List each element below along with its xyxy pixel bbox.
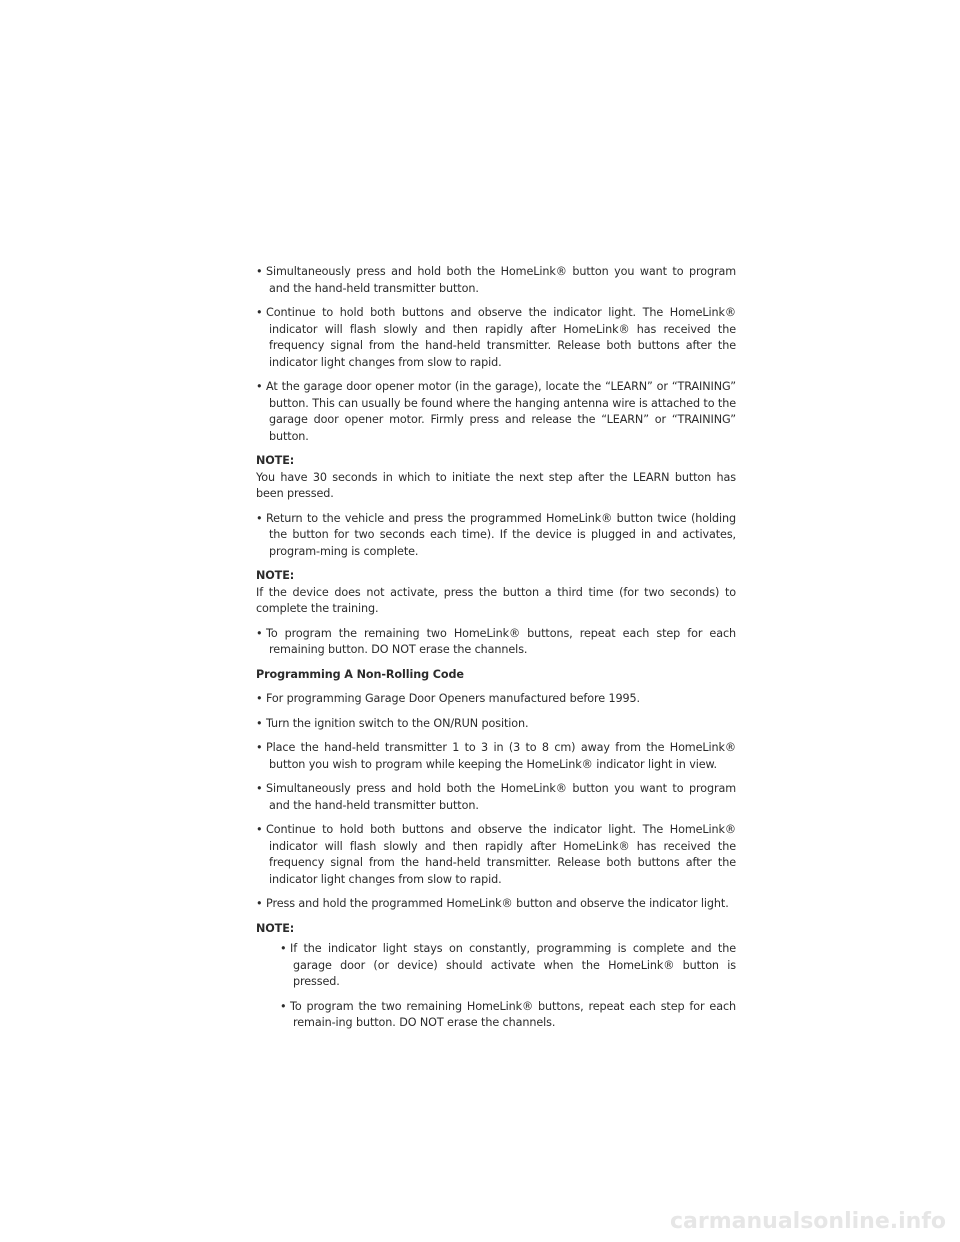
note-30-seconds [256, 453, 736, 503]
bullet-glyph: • [256, 897, 263, 910]
paragraph-text: For programming Garage Door Openers manufactured before 1995. [266, 692, 641, 705]
bullet-glyph: • [256, 380, 263, 393]
note-label: NOTE: [256, 454, 295, 467]
paragraph-text: Return to the vehicle and press the programmed HomeLink® button twice (holding the button for two seconds each time). If the device is plugged in and activates, program-ming is complete. [266, 511, 736, 558]
site-watermark: carmanualsonline.info [670, 1209, 946, 1234]
paragraph-text: To program the remaining two HomeLink® buttons, repeat each step for each remaining button. DO NOT erase the channels. [266, 626, 736, 656]
bullet-glyph: • [256, 716, 263, 730]
paragraph-text: Place the hand-held transmitter 1 to 3 in (3 to 8 cm) away from the HomeLink® button you wish to program while keeping the HomeLink® indicator light in view. [266, 741, 736, 771]
step-continue-hold-2 [256, 822, 736, 888]
paragraph-text: Continue to hold both buttons and observe the indicator light. The HomeLink® indicator will flash slowly and then rapidly after HomeLink® has received the frequency signal from the hand-held transmitter. Release both buttons after the indicator light changes from slow to rapid. [266, 306, 736, 369]
paragraph-text: Simultaneously press and hold both the HomeLink® button you want to program and the hand-held transmitter button. [266, 265, 736, 295]
bullet-glyph: • [256, 741, 263, 754]
paragraph-text: Simultaneously press and hold both the HomeLink® button you want to program and the hand-held transmitter button. [266, 782, 736, 812]
step-program-remaining [256, 626, 736, 659]
paragraph-text: At the garage door opener motor (in the garage), locate the “LEARN” or “TRAINING” button. This can usually be found where the hanging antenna wire is attached to the garage door opener motor. Firmly press and release the “LEARN” or “TRAINING” button. [266, 380, 736, 443]
section-heading: Programming A Non-Rolling Code [256, 667, 464, 681]
note-text: You have 30 seconds in which to initiate the next step after the LEARN button has been pressed. [256, 470, 736, 500]
step-press-hold-both [256, 264, 736, 297]
step-press-programmed [256, 896, 736, 913]
note-text: If the device does not activate, press the button a third time (for two seconds) to complete the training. [256, 585, 736, 615]
bullet-glyph: • [280, 999, 287, 1013]
paragraph-text: Continue to hold both buttons and observe the indicator light. The HomeLink® indicator will flash slowly and then rapidly after HomeLink® has received the frequency signal from the hand-held transmitter. Release both buttons after the indicator light changes from slow to rapid. [266, 823, 736, 886]
note-item-light-constant [280, 941, 736, 991]
paragraph-text: Turn the ignition switch to the ON/RUN position. [266, 716, 529, 730]
step-press-hold-both-2 [256, 781, 736, 814]
bullet-glyph: • [280, 942, 287, 955]
bullet-glyph: • [256, 511, 263, 525]
note-item-program-remaining [280, 999, 736, 1032]
step-continue-hold [256, 305, 736, 371]
note-final [256, 921, 736, 938]
step-locate-learn-button [256, 379, 736, 445]
step-place-transmitter [256, 740, 736, 773]
bullet-glyph: • [256, 626, 263, 640]
paragraph-text: Press and hold the programmed HomeLink® button and observe the indicator light. [266, 897, 729, 910]
note-label: NOTE: [256, 569, 295, 582]
note-label: NOTE: [256, 921, 295, 935]
bullet-glyph: • [256, 823, 263, 836]
step-return-to-vehicle [256, 511, 736, 561]
step-ignition-on [256, 716, 736, 733]
paragraph-text: To program the two remaining HomeLink® buttons, repeat each step for each remain-ing button. DO NOT erase the channels. [290, 999, 736, 1029]
bullet-glyph: • [256, 782, 263, 795]
bullet-glyph: • [256, 306, 263, 319]
step-pre-1995 [256, 691, 736, 708]
note-third-time [256, 568, 736, 618]
bullet-glyph: • [256, 265, 263, 278]
paragraph-text: If the indicator light stays on constantly, programming is complete and the garage door (or device) should activate when the HomeLink® button is pressed. [290, 942, 736, 988]
bullet-glyph: • [256, 692, 263, 705]
manual-page-body [256, 264, 736, 1040]
